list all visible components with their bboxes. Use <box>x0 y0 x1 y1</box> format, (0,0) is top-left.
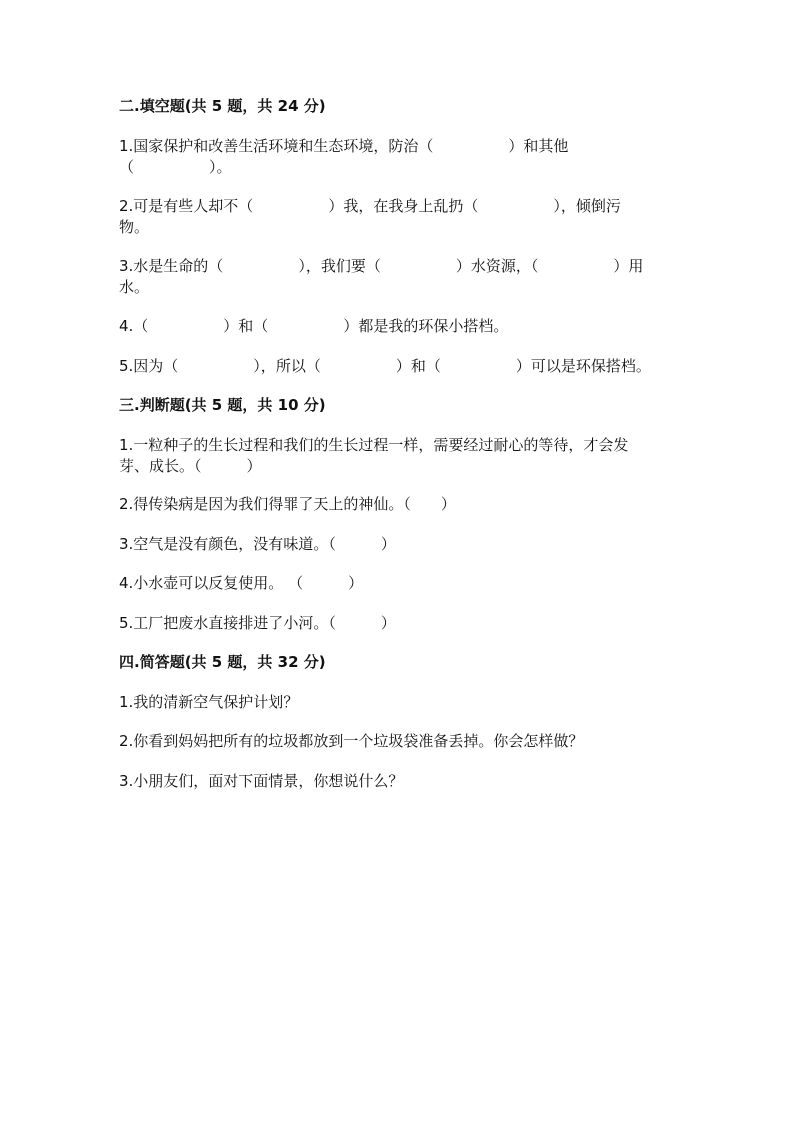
fill-question-5 <box>119 356 679 377</box>
question-line: 水。 <box>119 278 150 296</box>
question-line: （ ）。 <box>119 158 232 176</box>
question-line: 1.一粒种子的生长过程和我们的生长过程一样，需要经过耐心的等待，才会发 <box>119 436 629 454</box>
judge-question-3 <box>119 534 679 555</box>
judge-question-5 <box>119 613 679 634</box>
question-line: 2.可是有些人却不（ ）我，在我身上乱扔（ ），倾倒污 <box>119 197 621 215</box>
question-line: 3.水是生命的（ ），我们要（ ）水资源，（ ）用 <box>119 257 644 275</box>
question-line: 5.工厂把废水直接排进了小河。（ ） <box>119 614 396 632</box>
question-line: 物。 <box>119 218 150 236</box>
question-line: 4.小水壶可以反复使用。 （ ） <box>119 574 364 592</box>
section-title-short-answer: 四.简答题(共 5 题，共 32 分) <box>119 653 326 671</box>
answer-question-1 <box>119 692 679 713</box>
section-title-true-false: 三.判断题(共 5 题，共 10 分) <box>119 396 326 414</box>
section-title-fill-in: 二.填空题(共 5 题，共 24 分) <box>119 97 326 115</box>
question-line: 4.（ ）和（ ）都是我的环保小搭档。 <box>119 317 509 335</box>
judge-question-2 <box>119 494 679 515</box>
question-line: 芽、成长。（ ） <box>119 457 262 475</box>
judge-question-1 <box>119 435 679 477</box>
fill-question-4 <box>119 316 679 337</box>
fill-question-1 <box>119 136 679 178</box>
question-line: 3.小朋友们，面对下面情景，你想说什么？ <box>119 772 404 790</box>
judge-question-4 <box>119 573 679 594</box>
question-line: 5.因为（ ），所以（ ）和（ ）可以是环保搭档。 <box>119 357 651 375</box>
question-line: 1.国家保护和改善生活环境和生态环境，防治（ ）和其他 <box>119 137 569 155</box>
question-line: 2.得传染病是因为我们得罪了天上的神仙。（ ） <box>119 495 456 513</box>
question-line: 1.我的清新空气保护计划？ <box>119 693 299 711</box>
fill-question-3 <box>119 256 679 298</box>
fill-question-2 <box>119 196 679 238</box>
answer-question-2 <box>119 731 679 752</box>
answer-question-3 <box>119 771 679 792</box>
question-line: 3.空气是没有颜色，没有味道。（ ） <box>119 535 396 553</box>
question-line: 2.你看到妈妈把所有的垃圾都放到一个垃圾袋准备丢掉。你会怎样做？ <box>119 732 584 750</box>
